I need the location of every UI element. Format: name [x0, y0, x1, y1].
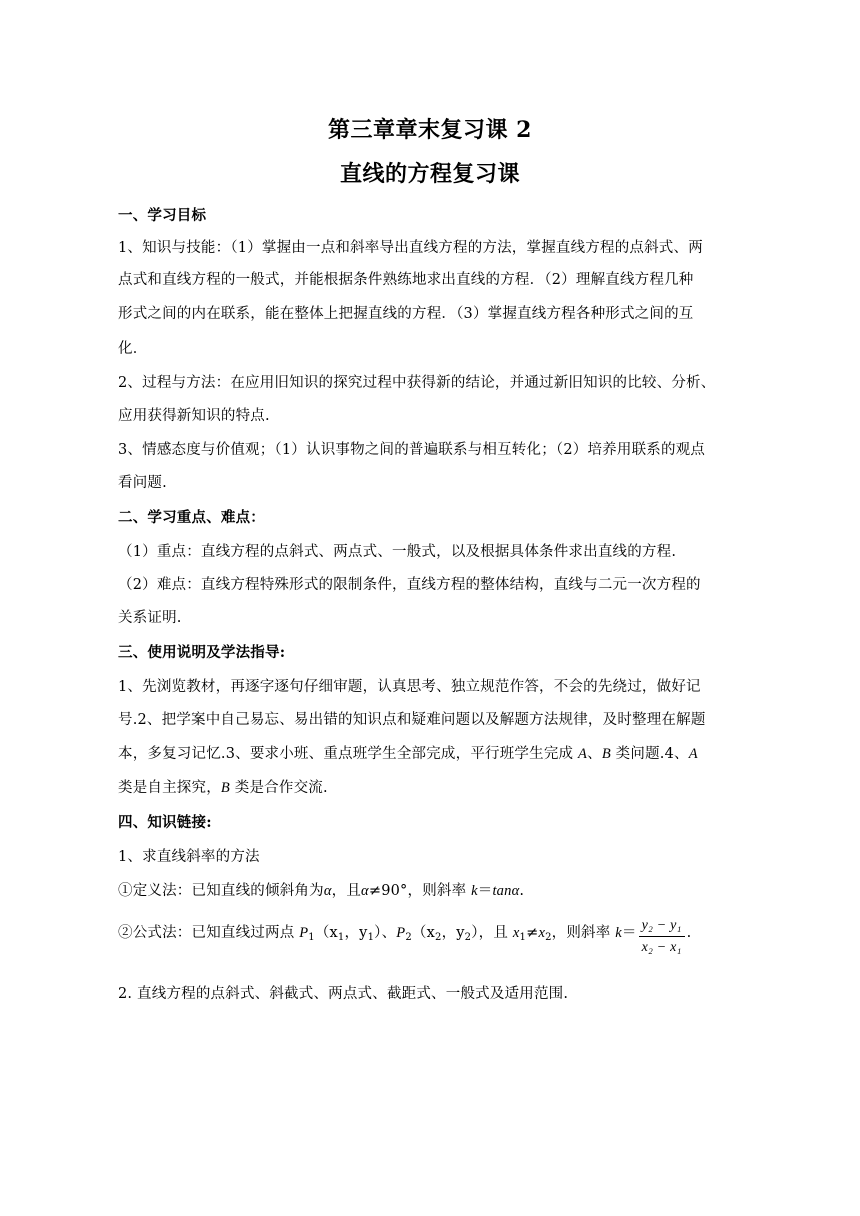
- objective-2-line-2: 应用获得新知识的特点.: [118, 408, 270, 424]
- objective-1-line-3: 形式之间的内在联系，能在整体上把握直线的方程．（3）掌握直线方程各种形式之间的互: [118, 306, 694, 322]
- formula-text: ②公式法：已知直线过两点: [118, 925, 300, 941]
- formula-text: ≠: [526, 925, 539, 941]
- formula-text: ，则斜率: [551, 925, 616, 941]
- alpha-symbol: α: [323, 883, 332, 899]
- subscript: 2: [405, 932, 412, 943]
- slope-methods-heading: 1、求直线斜率的方法: [118, 849, 260, 865]
- difficulty-line-1: （2）难点：直线方程特殊形式的限制条件，直线方程的整体结构，直线与二元一次方程的: [118, 577, 701, 593]
- k-symbol: k: [471, 883, 478, 899]
- objective-3-line-2: 看问题.: [118, 475, 167, 491]
- difficulty-line-2: 关系证明.: [118, 610, 182, 626]
- objective-1-line-1: 1、知识与技能：（1）掌握由一点和斜率导出直线方程的方法，掌握直线方程的点斜式、两: [118, 240, 703, 256]
- fraction-denominator: x₂ − x₁: [641, 940, 682, 955]
- x-symbol: x: [512, 925, 520, 941]
- instructions-text: 本，多复习记忆.3、要求小班、重点班学生全部完成，平行班学生完成: [118, 746, 579, 762]
- objective-1-line-2: 点式和直线方程的一般式，并能根据条件熟练地求出直线的方程．（2）理解直线方程几种: [118, 272, 694, 288]
- category-a-label: A: [688, 746, 698, 762]
- subscript: 1: [308, 932, 315, 943]
- formula-text: ，y: [344, 925, 368, 941]
- definition-text: ①定义法：已知直线的倾斜角为: [118, 883, 324, 899]
- section-heading-objectives: 一、学习目标: [118, 207, 207, 224]
- instructions-line-1: 1、先浏览教材，再逐字逐句仔细审题，认真思考、独立规范作答，不会的先绕过，做好记: [118, 679, 701, 695]
- key-point-1: （1）重点：直线方程的点斜式、两点式、一般式，以及根据具体条件求出直线的方程.: [118, 544, 677, 560]
- alpha-symbol: α: [361, 883, 369, 899]
- tan-alpha-expression: tanα: [492, 883, 520, 899]
- instructions-text: 、: [587, 746, 602, 762]
- section-heading-instructions: 三、使用说明及学法指导:: [118, 644, 286, 661]
- definition-text: .: [519, 883, 525, 899]
- line-equation-forms: 2. 直线方程的点斜式、斜截式、两点式、截距式、一般式及适用范围.: [118, 986, 569, 1002]
- category-b-label: B: [220, 780, 230, 796]
- subscript: 1: [337, 932, 345, 943]
- formula-method: [118, 914, 738, 955]
- point-p1: P: [299, 925, 309, 941]
- formula-text: （x: [411, 925, 435, 941]
- formula-text: ＝: [621, 925, 637, 941]
- section-heading-key-points: 二、学习重点、难点：: [118, 509, 265, 526]
- fraction-numerator: y₂ − y₁: [639, 918, 685, 937]
- k-symbol: k: [615, 925, 622, 941]
- category-a-label: A: [578, 746, 588, 762]
- subscript: 1: [367, 932, 375, 943]
- formula-text: （x: [314, 925, 338, 941]
- instructions-text: 类问题.4、: [610, 746, 689, 762]
- main-title: 第三章章末复习课 2: [328, 117, 532, 143]
- subscript: 2: [464, 932, 472, 943]
- objective-1-line-4: 化．: [118, 341, 148, 357]
- objective-3-line-1: 3、情感态度与价值观；（1）认识事物之间的普遍联系与相互转化；（2）培养用联系的观点: [118, 442, 706, 458]
- instructions-line-3: [118, 742, 738, 763]
- sub-title: 直线的方程复习课: [339, 161, 520, 187]
- instructions-text: 类是合作交流.: [229, 780, 328, 796]
- instructions-line-2: 号.2、把学案中自己易忘、易出错的知识点和疑难问题以及解题方法规律，及时整理在解题: [118, 712, 706, 728]
- x-symbol: x: [538, 925, 546, 941]
- subscript: 2: [545, 932, 552, 943]
- definition-text: ＝: [477, 883, 493, 899]
- section-heading-knowledge-links: 四、知识链接:: [118, 814, 212, 831]
- instructions-text: 类是自主探究，: [118, 780, 221, 796]
- definition-text: ，且: [331, 883, 362, 899]
- subscript: 1: [519, 932, 527, 943]
- subscript: 2: [435, 932, 442, 943]
- slope-fraction: [639, 918, 685, 956]
- formula-text: ，y: [441, 925, 465, 941]
- instructions-line-4: [118, 776, 738, 797]
- objective-2-line-1: 2、过程与方法：在应用旧知识的探究过程中获得新的结论，并通过新旧知识的比较、分析、: [118, 375, 716, 391]
- definition-method: [118, 879, 738, 900]
- definition-text: ≠90°，则斜率: [368, 883, 472, 899]
- formula-text: .: [686, 925, 692, 941]
- formula-text: ）、: [374, 925, 397, 941]
- formula-text: ），且: [471, 925, 513, 941]
- point-p2: P: [396, 925, 406, 941]
- category-b-label: B: [601, 746, 611, 762]
